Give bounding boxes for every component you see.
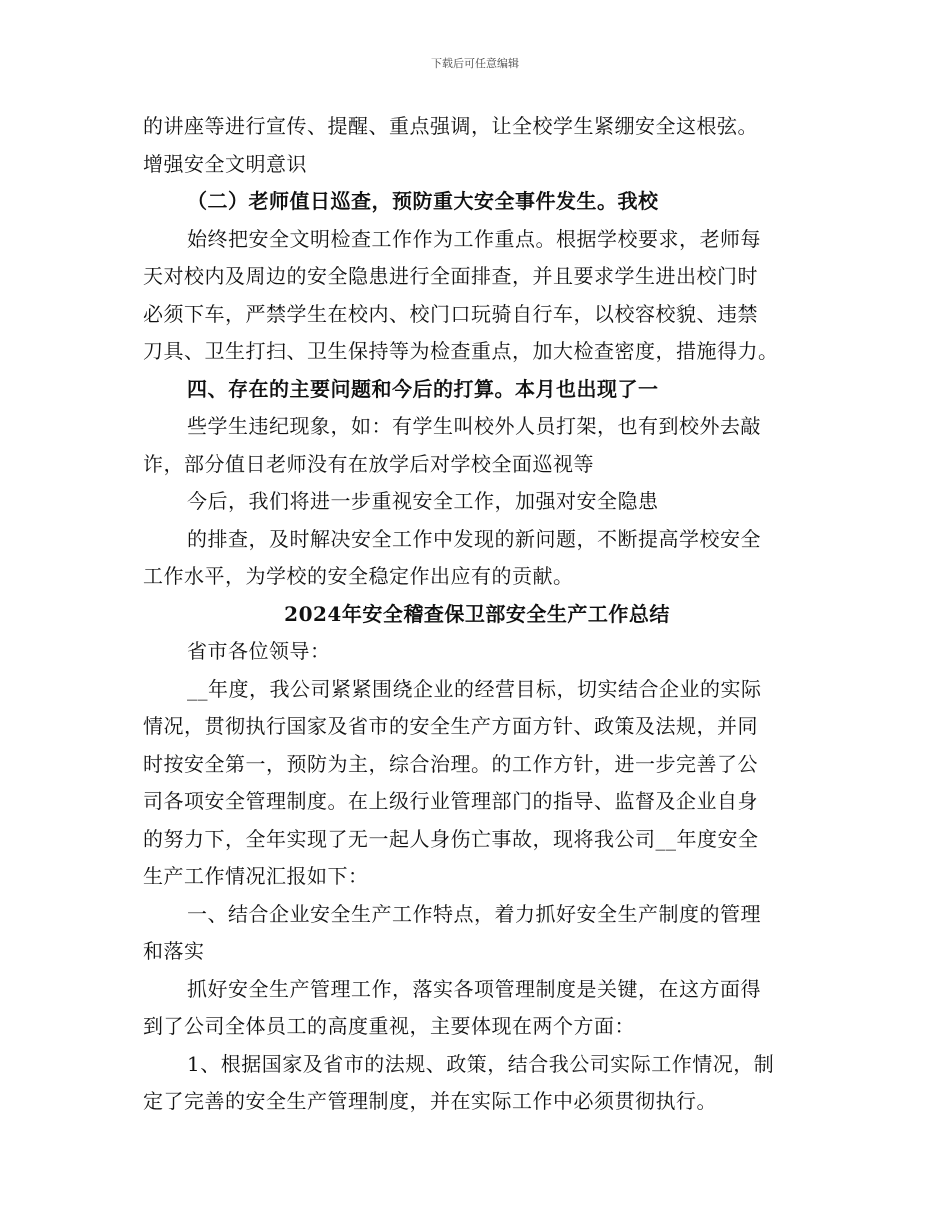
text-line: 诈，部分值日老师没有在放学后对学校全面巡视等: [143, 451, 594, 476]
text-line: 增强安全文明意识: [143, 151, 307, 176]
text-line: 今后，我们将进一步重视安全工作，加强对安全隐患: [187, 489, 659, 513]
text-line: 的讲座等进行宣传、提醒、重点强调，让全校学生紧绷安全这根弦。: [143, 114, 758, 138]
section-heading: 四、存在的主要问题和今后的打算。本月也出现了一: [187, 376, 659, 401]
document-body: [143, 108, 811, 1121]
text-line: 生产工作情况汇报如下：: [143, 864, 369, 888]
text-line: 工作水平，为学校的安全稳定作出应有的贡献。: [143, 564, 574, 588]
page-header: 下载后可任意编辑: [431, 57, 519, 70]
text-line: 和落实: [143, 939, 205, 963]
text-line: 抓好安全生产管理工作，落实各项管理制度是关键，在这方面得: [187, 976, 761, 1001]
document-title: 2024年安全稽查保卫部安全生产工作总结: [284, 601, 670, 626]
text-line: 1、根据国家及省市的法规、政策，结合我公司实际工作情况，制: [187, 1051, 775, 1076]
text-line: 情况，贯彻执行国家及省市的安全生产方面方针、政策及法规，并同: [143, 714, 758, 738]
text-line: 司各项安全管理制度。在上级行业管理部门的指导、监督及企业自身: [143, 789, 758, 813]
text-line: 天对校内及周边的安全隐患进行全面排查，并且要求学生进出校门时: [143, 264, 758, 288]
text-line: 的努力下，全年实现了无一起人身伤亡事故，现将我公司__年度安全: [143, 826, 759, 851]
text-line: 刀具、卫生打扫、卫生保持等为检查重点，加大检查密度，措施得力。: [143, 339, 779, 363]
text-line: 到了公司全体员工的高度重视，主要体现在两个方面：: [143, 1014, 635, 1038]
text-line: 些学生违纪现象，如：有学生叫校外人员打架，也有到校外去敲: [187, 414, 761, 438]
text-line: 定了完善的安全生产管理制度，并在实际工作中必须贯彻执行。: [143, 1089, 717, 1113]
text-line: 必须下车，严禁学生在校内、校门口玩骑自行车，以校容校貌、违禁: [143, 301, 758, 326]
text-line: 始终把安全文明检查工作作为工作重点。根据学校要求，老师每: [187, 226, 761, 251]
salutation: 省市各位领导：: [187, 639, 331, 663]
text-line: 时按安全第一，预防为主，综合治理。的工作方针，进一步完善了公: [143, 751, 758, 776]
text-line: 的排查，及时解决安全工作中发现的新问题，不断提高学校安全: [187, 526, 761, 551]
section-heading: （二）老师值日巡查，预防重大安全事件发生。我校: [187, 189, 659, 213]
text-line: 一、结合企业安全生产工作特点，着力抓好安全生产制度的管理: [187, 901, 761, 926]
text-line: __年度，我公司紧紧围绕企业的经营目标，切实结合企业的实际: [187, 676, 762, 701]
